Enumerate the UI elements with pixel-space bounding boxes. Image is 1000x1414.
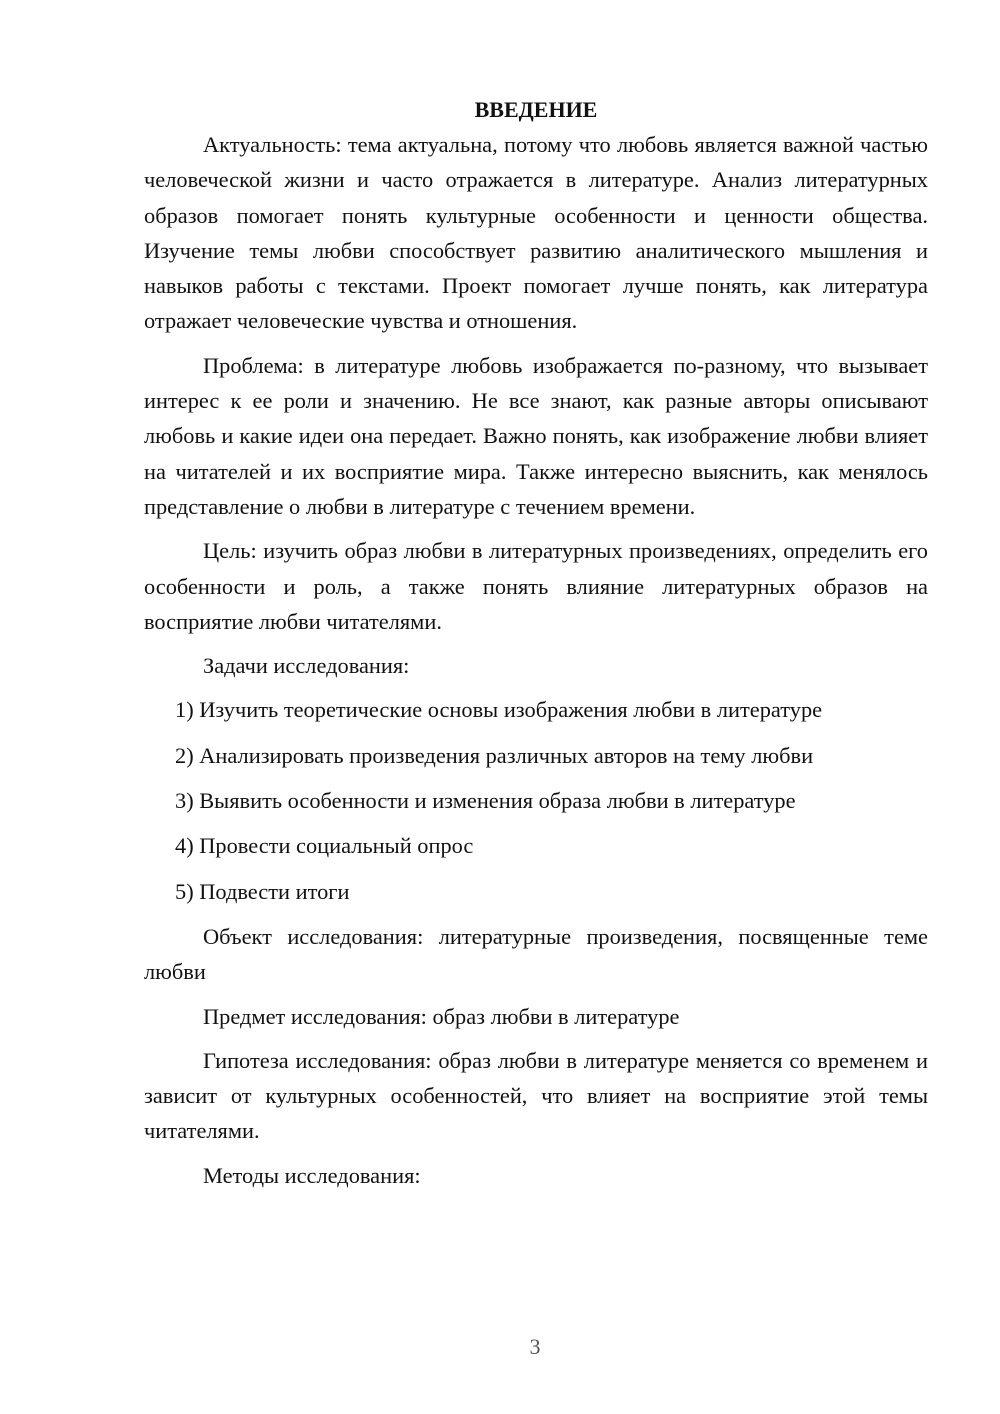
relevance-paragraph: Актуальность: тема актуальна, потому что любовь является важной частью человеческой жизни и часто отражается в литературе. Анализ литературных образов помогает понять культурные особенности и ценности общества. Изучение темы любви способствует развитию аналитического мышления и навыков работы с текстами. Проект помогает лучше понять, как литература отражает человеческие чувства и отношения. bbox=[144, 132, 928, 334]
tasks-list bbox=[144, 692, 928, 908]
methods-heading: Методы исследования: bbox=[203, 1162, 421, 1188]
page-number: 3 bbox=[529, 1334, 541, 1359]
document-page bbox=[144, 92, 928, 1202]
subject-paragraph: Предмет исследования: образ любви в литературе bbox=[203, 1003, 680, 1029]
list-item: 5) Подвести итоги bbox=[175, 878, 350, 904]
object-paragraph: Объект исследования: литературные произведения, посвященные теме любви bbox=[144, 923, 928, 985]
list-item: 2) Анализировать произведения различных авторов на тему любви bbox=[175, 742, 814, 768]
problem-paragraph: Проблема: в литературе любовь изображается по-разному, что вызывает интерес к ее роли и значению. Не все знают, как разные авторы описывают любовь и какие идеи она передает. Важно понять, как изображение любви влияет на читателей и их восприятие мира. Также интересно выяснить, как менялось представление о любви в литературе с течением времени. bbox=[144, 352, 928, 519]
goal-paragraph: Цель: изучить образ любви в литературных произведениях, определить его особенности и роль, а также понять влияние литературных образов на восприятие любви читателями. bbox=[144, 538, 928, 634]
tasks-heading: Задачи исследования: bbox=[203, 653, 410, 679]
page-title: ВВЕДЕНИЕ bbox=[474, 97, 598, 122]
list-item: 3) Выявить особенности и изменения образа любви в литературе bbox=[175, 788, 796, 814]
list-item: 4) Провести социальный опрос bbox=[175, 833, 474, 859]
hypothesis-paragraph: Гипотеза исследования: образ любви в литературе меняется со временем и зависит от культурных особенностей, что влияет на восприятие этой темы читателями. bbox=[144, 1047, 928, 1144]
list-item: 1) Изучить теоретические основы изображения любви в литературе bbox=[175, 697, 823, 723]
